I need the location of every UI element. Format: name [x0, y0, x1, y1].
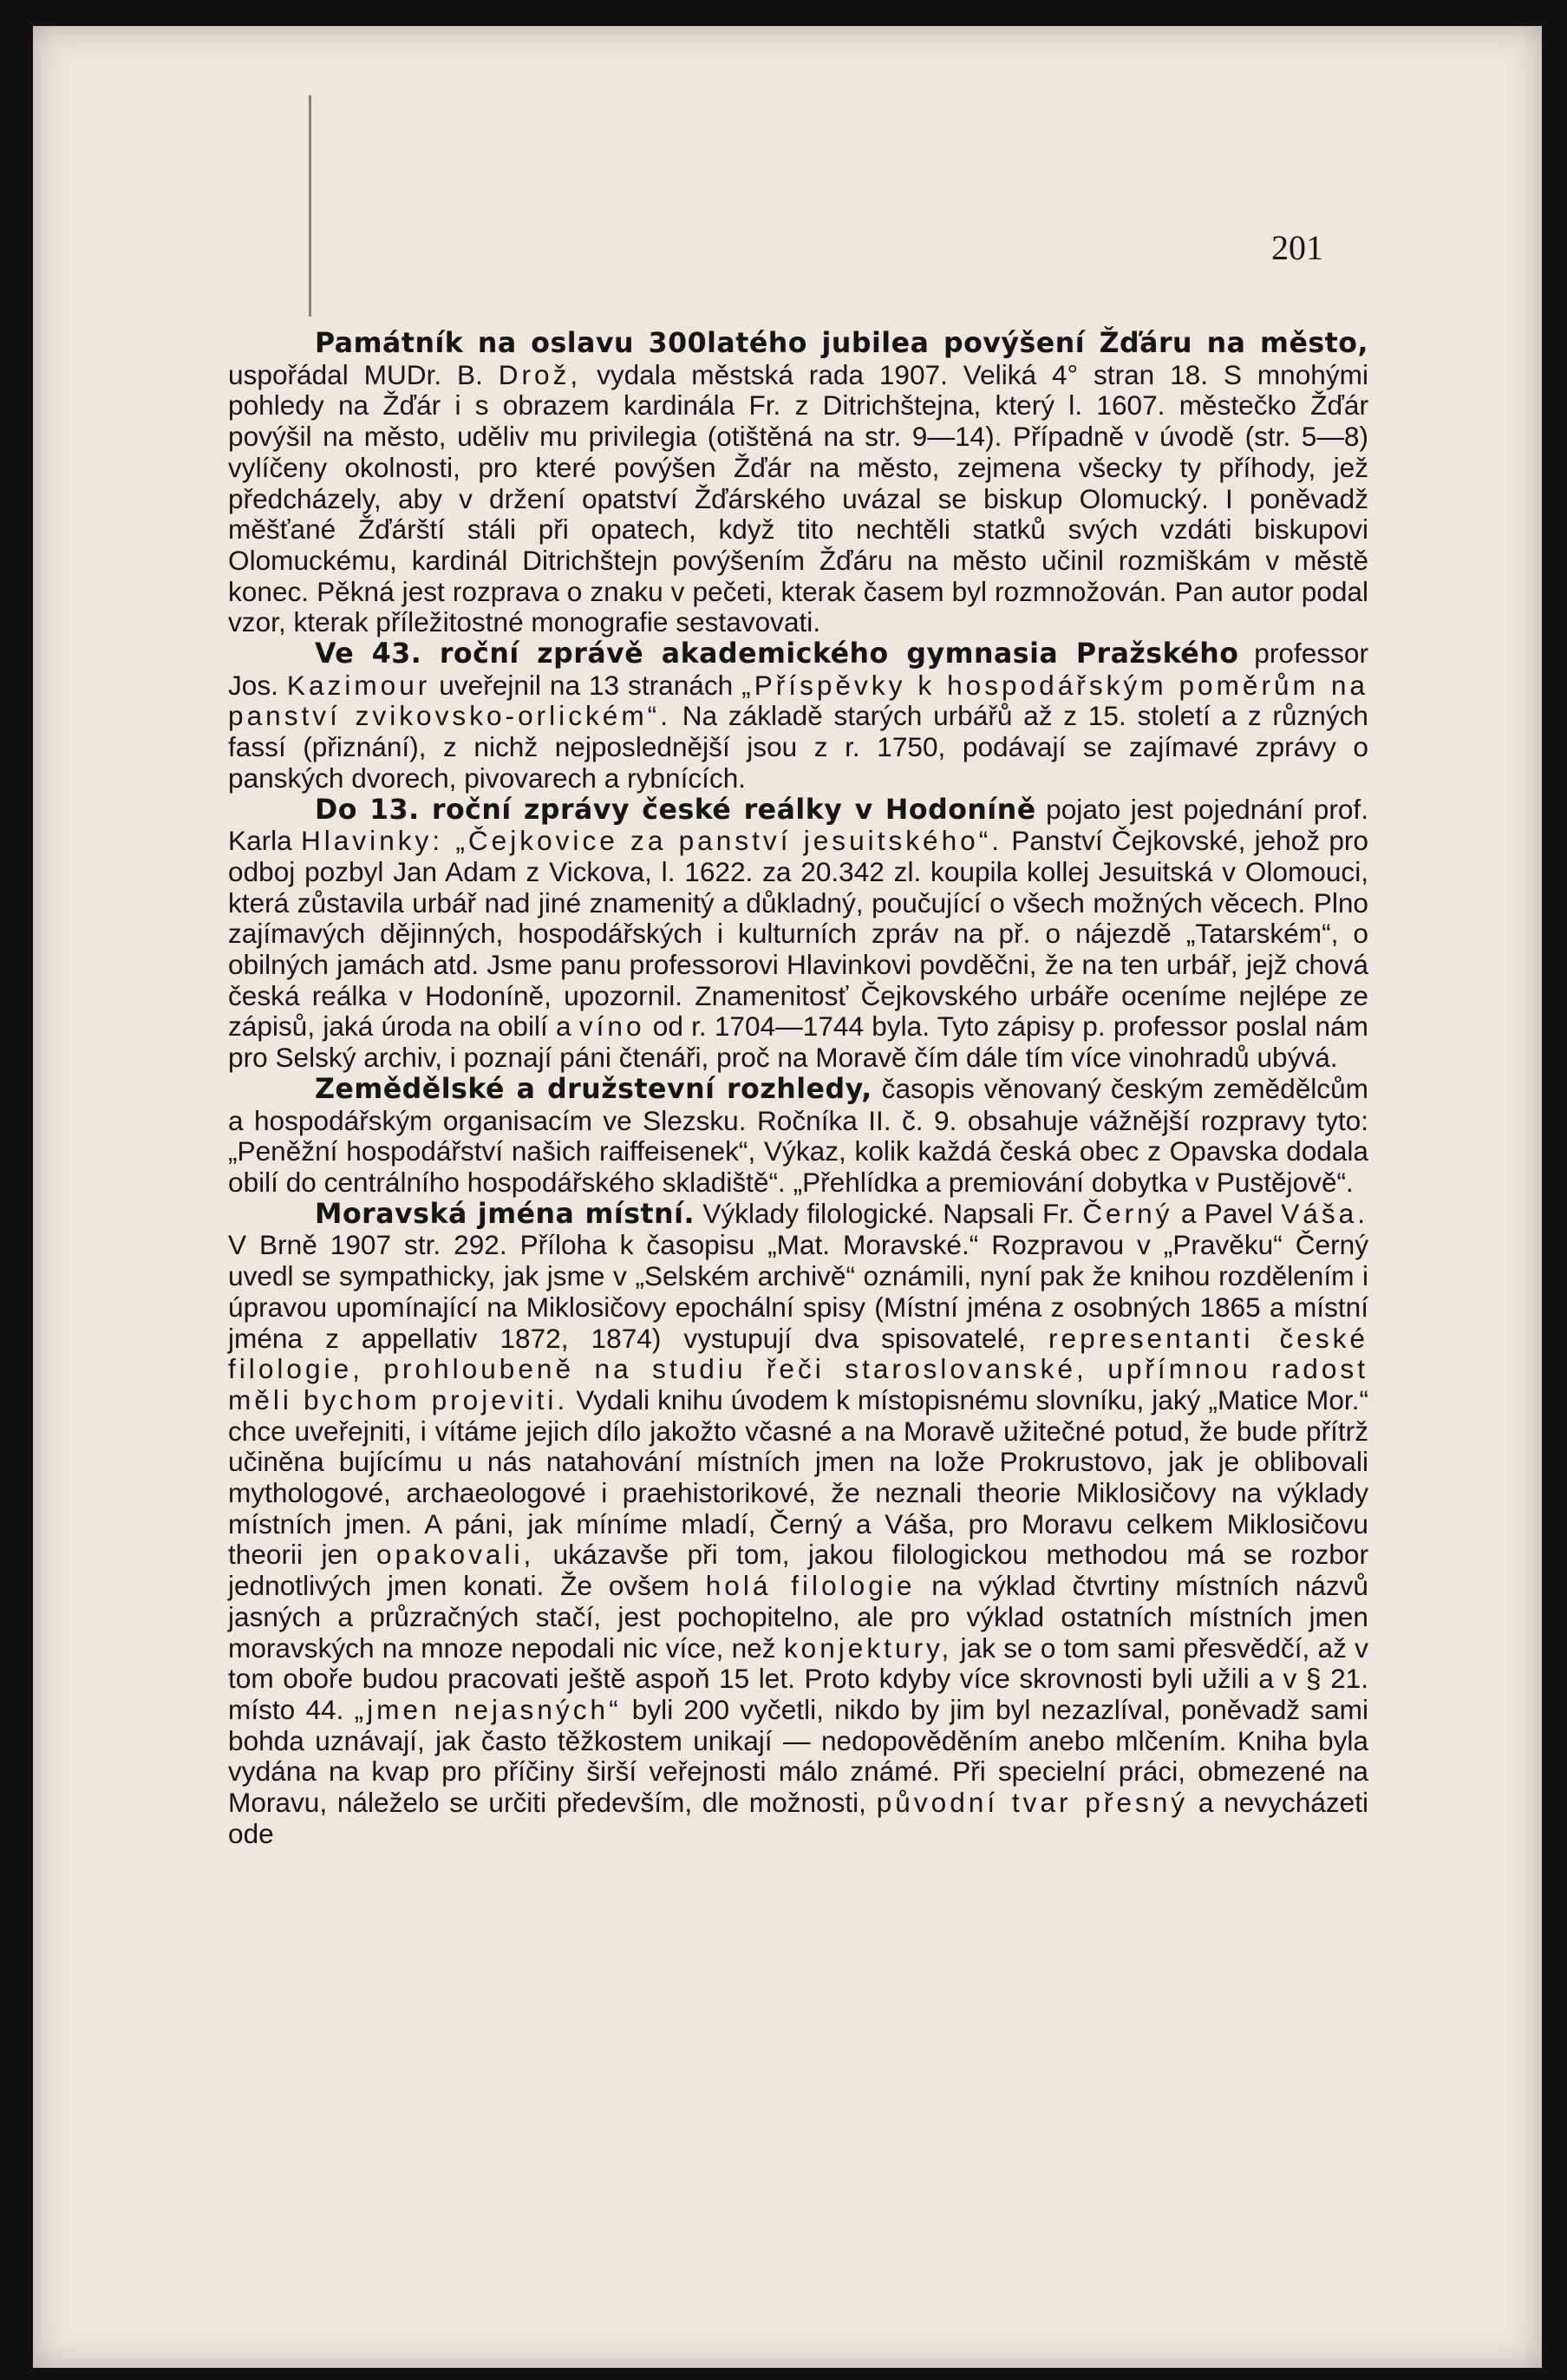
paragraph-text: ukázavše při tom, jakou filologickou methodou má se rozbor jednotlivých jmen konati. Že ovšem [228, 1539, 1368, 1602]
paragraph-text: uspořádal MUDr. B. [228, 358, 499, 390]
paragraph-text: Na základě starých urbářů až z 15. století a z různých fassí (přiznání), z nichž nejposlednější jsou z r. 1750, podávají se zajímavé zprávy o panských dvorech, pivovarech a rybnících. [228, 700, 1368, 794]
paragraph-text: professor Jos. [228, 638, 1368, 701]
spaced-emphasis: Kazimour [286, 669, 431, 701]
paragraph-heading: Památník na oslavu 300latého jubilea povýšení Žďáru na město, [315, 328, 1368, 359]
paragraph-text: a Pavel [1172, 1197, 1282, 1229]
binding-mark [309, 95, 311, 317]
spaced-emphasis: Hlavinky: „Čejkovice za panství jesuitského“. [300, 825, 1003, 857]
paragraph-text: uveřejnil na 13 stranách [430, 669, 742, 701]
paragraph-text: a nevycházeti ode [228, 1787, 1368, 1849]
spaced-emphasis: Černý [1082, 1197, 1173, 1229]
paragraph-heading: Ve 43. roční zprávě akademického gymnasia Pražského [315, 638, 1239, 670]
paragraph-text: Výklady filologické. Napsali Fr. [694, 1197, 1083, 1229]
spaced-emphasis: „Příspěvky k hospodářským poměrům na panství zvikovsko-orlickém“. [228, 669, 1368, 732]
spaced-emphasis: Drož, [498, 358, 582, 390]
page-number: 201 [1271, 228, 1323, 267]
paragraph [228, 328, 1368, 638]
paragraph-text: vydala městská rada 1907. Veliká 4° stran 18. S mnohými pohledy na Žďár i s obrazem kardinála Fr. z Ditrichštejna, který l. 1607. městečko Žďár povýšil na město, uděliv mu privilegia (otištěná na str. 9—14). Případně v úvodě (str. 5—8) vylíčeny okolnosti, pro které povýšen Žďár na město, zejmena všecky ty příhody, jež předcházely, aby v držení opatství Žďárského uvázal se biskup Olomucký. I poněvadž měšťané Žďárští stáli při opatech, když tito nechtěli statků svých vzdáti biskupovi Olomuckému, kardinál Ditrichštejn povýšením Žďáru na město učinil rozmiškám v městě konec. Pěkná jest rozprava o znaku v pečeti, kterak časem byl rozmnožován. Pan autor podal vzor, kterak příležitostné monografie sestavovati. [228, 358, 1369, 638]
paragraph [228, 1199, 1368, 1850]
document-page [33, 26, 1542, 2368]
spaced-emphasis: původní tvar přesný [876, 1787, 1189, 1819]
paragraph-heading: Moravská jména místní. [315, 1198, 695, 1230]
spaced-emphasis: Váša. [1281, 1197, 1368, 1229]
spaced-emphasis: representanti české filologie, prohloubeně na studiu řeči staroslovanské, upřímnou radost měli bychom projeviti. [228, 1322, 1368, 1416]
paragraph [228, 1074, 1368, 1199]
spaced-emphasis: „jmen nejasných“ [354, 1693, 622, 1725]
body-text [228, 328, 1368, 1849]
paragraph-text: na výklad čtvrtiny místních názvů jasných a průzračných stačí, jest pochopitelno, ale pro výklad ostatních místních jmen moravských na mnoze nepodali nic více, než [228, 1570, 1368, 1664]
paragraph-heading: Do 13. roční zprávy české reálky v Hodoníně [315, 794, 1036, 826]
paragraph-text: V Brně 1907 str. 292. Příloha k časopisu „Mat. Moravské.“ Rozpravou v „Pravěku“ Černý uvedl se sympathicky, jak jsme v „Selském archivě“ oznámili, nyní pak že knihou rozdělením i úpravou upomínající na Miklosičovy epochální spisy (Místní jména z osobných 1865 a místní jména z appellativ 1872, 1874) vystupují dva spisovatelé, [228, 1229, 1368, 1354]
spaced-emphasis: opakovali, [376, 1539, 535, 1571]
paragraph-text: Panství Čejkovské, jehož pro odboj pozbyl Jan Adam z Vickova, l. 1622. za 20.342 zl. koupila kollej Jesuitská v Olomouci, která zůstavila urbář nad jiné znamenitý a důkladný, poučující o všech možných věcech. Plno zajímavých dějinných, hospodářských i kulturních zpráv na př. o nájezdě „Tatarském“, o obilných jamách atd. Jsme panu professorovi Hlavinkovi povděčni, že na ten urbář, jejž chová česká reálka v Hodoníně, upozornil. Znamenitosť Čejkovského urbáře oceníme nejlépe ze zápisů, jaká úroda na obilí a [228, 825, 1368, 1043]
paragraph-heading: Zemědělské a družstevní rozhledy, [315, 1073, 872, 1105]
paragraph [228, 638, 1368, 794]
spaced-emphasis: holá filologie [705, 1570, 916, 1602]
paragraph-text: byli 200 vyčetli, nikdo by jim byl nezazlíval, poněvadž sami bohda uznávají, jak často těžkostem unikají — nedopověděním anebo mlčením. Kniha byla vydána na kvap pro příčiny širší veřejnosti málo známé. Při specielní práci, obmezené na Moravu, náleželo se určiti především, dle možnosti, [228, 1693, 1368, 1819]
paragraph-text: jak se o tom sami přesvědčí, až v tom oboře budou pracovati ještě aspoň 15 let. Proto kdyby více skrovnosti byli užili a v § 21. místo 44. [228, 1631, 1368, 1725]
paragraph-text: pojato jest pojednání prof. Karla [228, 793, 1368, 857]
paragraph [228, 794, 1368, 1074]
spaced-emphasis: konjektury, [783, 1631, 953, 1664]
paragraph-text: od r. 1704—1744 byla. Tyto zápisy p. professor poslal nám pro Selský archiv, i poznají páni čtenáři, proč na Moravě čím dále tím více vinohradů ubývá. [228, 1010, 1368, 1074]
paragraph-text: Vydali knihu úvodem k místopisnému slovníku, jaký „Matice Mor.“ chce uveřejniti, i vítáme jejich dílo jakožto včasné a na Moravě užitečné potud, že bude přítrž učiněna bujícímu u nás natahování místních jmen na lože Prokrustovo, jak je oblibovali mythologové, archaeologové i praehistorikové, že neznali theorie Miklosičovy na výklady místních jmen. A páni, jak míníme mladí, Černý a Váša, pro Moravu celkem Miklosičovu theorii jen [228, 1383, 1368, 1571]
spaced-emphasis: víno [578, 1010, 645, 1043]
paragraph-text: časopis věnovaný českým zemědělcům a hospodářským organisacím ve Slezsku. Ročníka II. č. 9. obsahuje vážnější rozpravy tyto: „Peněžní hospodářství našich raiffeisenek“, Výkaz, kolik každá česká obec z Opavska dodala obilí do centrálního hospodářského skladiště“. „Přehlídka a premiování dobytka v Pustějově“. [228, 1072, 1368, 1198]
